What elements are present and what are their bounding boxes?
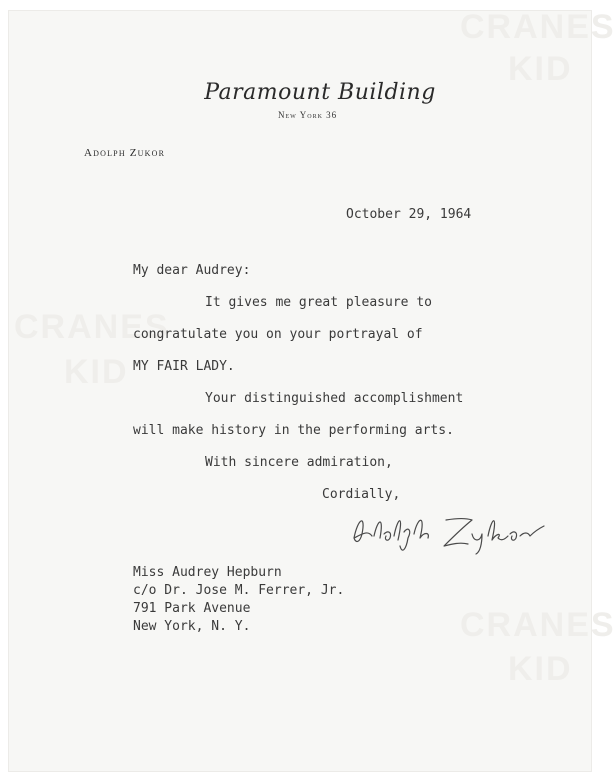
address-line: New York, N. Y. xyxy=(133,619,251,634)
letter-date: October 29, 1964 xyxy=(346,207,472,222)
letter-line: With sincere admiration, xyxy=(205,455,393,470)
watermark-top-sub: KID xyxy=(508,50,573,88)
letter-line: Your distinguished accomplishment xyxy=(205,391,464,406)
letterhead-title: Paramount Building xyxy=(204,80,436,105)
letter-line: MY FAIR LADY. xyxy=(133,359,235,374)
letter-salutation: My dear Audrey: xyxy=(133,263,251,278)
watermark-top: CRANES xyxy=(460,8,616,46)
letter-line: It gives me great pleasure to xyxy=(205,295,432,310)
letter-closing: Cordially, xyxy=(322,487,401,502)
address-line: c/o Dr. Jose M. Ferrer, Jr. xyxy=(133,583,345,598)
letter-line: will make history in the performing arts. xyxy=(133,423,454,438)
handwritten-signature xyxy=(348,508,548,558)
watermark-bottom: CRANES xyxy=(460,606,616,644)
letter-line: congratulate you on your portrayal of xyxy=(133,327,423,342)
letterhead-name: Adolph Zukor xyxy=(84,147,166,159)
watermark-mid: CRANES xyxy=(14,308,170,346)
letterhead xyxy=(8,80,592,105)
address-line: Miss Audrey Hepburn xyxy=(133,565,282,580)
watermark-mid-sub: KID xyxy=(64,353,129,391)
letter-paper xyxy=(8,8,616,772)
address-line: 791 Park Avenue xyxy=(133,601,251,616)
letterhead-subtitle: New York 36 xyxy=(278,110,338,120)
watermark-bottom-sub: KID xyxy=(508,650,573,688)
